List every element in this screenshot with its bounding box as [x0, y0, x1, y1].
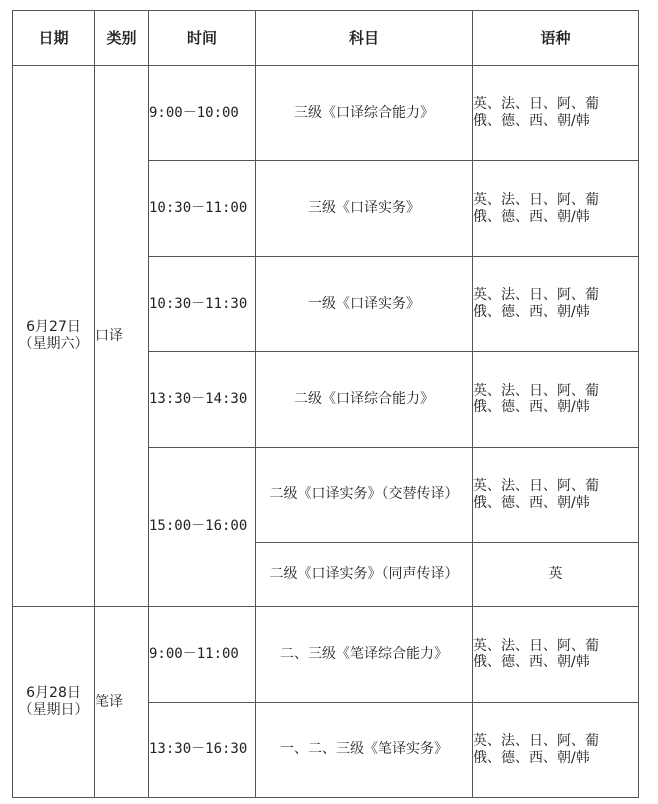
header-language: 语种	[473, 11, 639, 66]
language-cell	[473, 161, 639, 256]
header-category: 类别	[95, 11, 149, 66]
weekday-label: （星期日）	[18, 702, 89, 719]
language-line: 俄、德、西、朝/韩	[473, 749, 590, 766]
language-line: 俄、德、西、朝/韩	[473, 113, 590, 130]
time-cell: 13:30－16:30	[149, 702, 256, 797]
table-row	[13, 607, 639, 702]
language-cell	[473, 447, 639, 542]
language-cell	[473, 702, 639, 797]
language-line: 俄、德、西、朝/韩	[473, 399, 590, 416]
time-cell: 10:30－11:30	[149, 256, 256, 351]
subject-cell: 三级《口译综合能力》	[256, 66, 473, 161]
header-time: 时间	[149, 11, 256, 66]
time-cell: 9:00－11:00	[149, 607, 256, 702]
date-label: 6月28日	[26, 685, 81, 702]
subject-cell: 二、三级《笔译综合能力》	[256, 607, 473, 702]
language-line: 英、法、日、阿、葡	[473, 382, 599, 399]
language-line: 俄、德、西、朝/韩	[473, 654, 590, 671]
language-line: 英、法、日、阿、葡	[473, 637, 599, 654]
language-cell	[473, 607, 639, 702]
language-line: 英、法、日、阿、葡	[473, 191, 599, 208]
language-line: 英、法、日、阿、葡	[473, 733, 599, 749]
language-cell	[473, 256, 639, 351]
category-cell-translation: 笔译	[95, 607, 149, 798]
language-cell: 英	[473, 542, 639, 606]
date-cell-day2	[13, 607, 95, 798]
category-cell-interpretation: 口译	[95, 66, 149, 607]
header-row	[13, 11, 639, 66]
time-cell: 15:00－16:00	[149, 447, 256, 607]
language-line: 俄、德、西、朝/韩	[473, 303, 590, 320]
weekday-label: （星期六）	[18, 336, 89, 353]
header-date: 日期	[13, 11, 95, 66]
header-subject: 科目	[256, 11, 473, 66]
time-cell: 10:30－11:00	[149, 161, 256, 256]
table-row	[13, 66, 639, 161]
subject-cell: 二级《口译综合能力》	[256, 352, 473, 447]
time-cell: 13:30－14:30	[149, 352, 256, 447]
subject-cell: 二级《口译实务》（同声传译）	[256, 542, 473, 606]
subject-cell: 一、二、三级《笔译实务》	[256, 702, 473, 797]
time-cell: 9:00－10:00	[149, 66, 256, 161]
language-cell	[473, 66, 639, 161]
date-label: 6月27日	[26, 319, 81, 336]
language-line: 英、法、日、阿、葡	[473, 287, 599, 304]
date-cell-day1	[13, 66, 95, 607]
language-line: 英、法、日、阿、葡	[473, 477, 599, 494]
subject-cell: 三级《口译实务》	[256, 161, 473, 256]
language-line: 英、法、日、阿、葡	[473, 96, 599, 113]
language-line: 俄、德、西、朝/韩	[473, 208, 590, 225]
subject-cell: 一级《口译实务》	[256, 256, 473, 351]
language-cell	[473, 352, 639, 447]
exam-schedule-table	[12, 10, 639, 798]
subject-cell: 二级《口译实务》（交替传译）	[256, 447, 473, 542]
language-line: 俄、德、西、朝/韩	[473, 494, 590, 511]
